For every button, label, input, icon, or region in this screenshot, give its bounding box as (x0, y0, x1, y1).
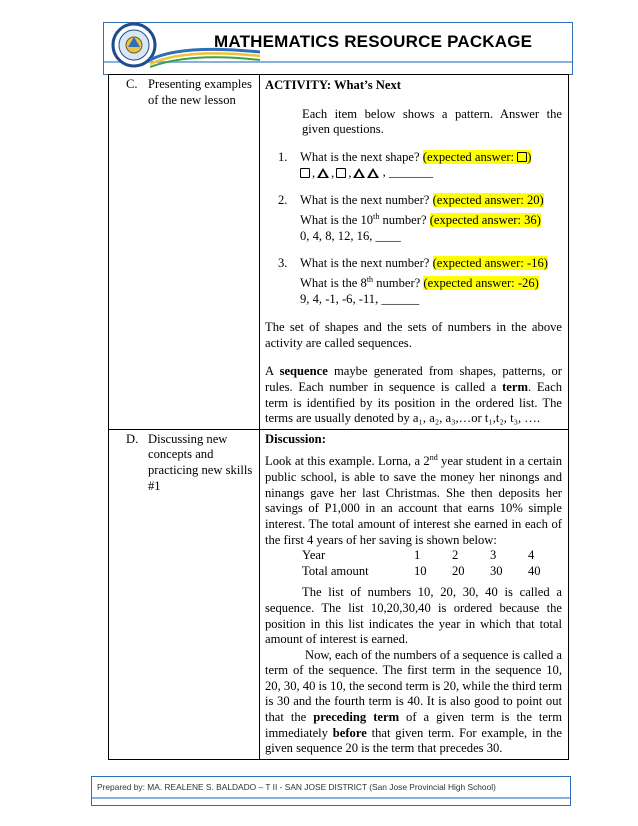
table-row-d (109, 429, 569, 759)
discussion-title: Discussion: (265, 431, 326, 446)
cell-amount-label: Total amount (302, 563, 369, 578)
activity-intro: Each item below shows a pattern. Answer the given questions. (302, 106, 562, 137)
section-c-content (260, 75, 569, 430)
question-3-answer1: (expected answer: -16) (432, 256, 548, 271)
cell-year-label: Year (302, 548, 326, 563)
page-title: MATHEMATICS RESOURCE PACKAGE (214, 32, 533, 51)
para2-keyword-sequence: sequence (279, 364, 328, 379)
interest-table (302, 548, 558, 579)
shape-pattern: , , , (300, 166, 379, 182)
question-1 (278, 150, 562, 182)
cell-amount-4: 40 (528, 563, 541, 578)
cell-amount-1: 10 (414, 563, 427, 578)
section-c-letter: C. (126, 77, 138, 91)
triangle-shape-icon (353, 168, 365, 178)
question-3 (278, 256, 562, 307)
question-3-number: 3. (278, 256, 288, 271)
footer-rule (92, 797, 570, 799)
question-1-text: What is the next shape? (300, 149, 420, 164)
lesson-table (108, 74, 569, 760)
triangle-shape-icon (367, 168, 379, 178)
question-2-number: 2. (278, 193, 288, 208)
question-2-sup: th (373, 211, 380, 221)
table-row-c (109, 75, 569, 430)
cell-amount-2: 20 (452, 563, 465, 578)
question-2-text2b: number? (379, 213, 427, 228)
question-1-answer-close: ) (527, 149, 532, 164)
discussion-paragraph-1 (265, 450, 562, 548)
question-3-text2b: number? (373, 276, 421, 291)
question-2-text1: What is the next number? (300, 193, 430, 208)
cell-year-2: 2 (452, 548, 459, 563)
square-shape-icon (300, 168, 310, 178)
activity-title: ACTIVITY: What’s Next (265, 78, 401, 92)
section-c-label: Presenting examples of the new lesson (148, 77, 252, 107)
interest-table-row-year (302, 548, 558, 564)
section-d-label: Discussing new concepts and practicing new skills #1 (148, 431, 253, 493)
interest-table-row-amount (302, 564, 558, 580)
question-1-blank: , _______ (382, 165, 433, 180)
square-shape-icon (517, 152, 527, 162)
footer-text: Prepared by: MA. REALENE S. BALDADO – T II - SAN JOSE DISTRICT (San Jose Provincial High School) (97, 782, 496, 792)
question-3-answer2: (expected answer: -26) (423, 276, 539, 291)
question-2-text2a: What is the 10 (300, 213, 374, 228)
question-3-sup: th (366, 274, 374, 284)
page-footer (91, 776, 571, 806)
section-d-letter: D. (126, 431, 139, 446)
para2-keyword-term: term (502, 380, 528, 394)
para2-a: A (265, 364, 280, 379)
question-1-number: 1. (278, 149, 288, 164)
cell-amount-3: 30 (490, 563, 503, 578)
section-c-label-cell (109, 75, 260, 430)
d-para3-c: of a given term is the term immediately (265, 710, 562, 740)
cell-year-4: 4 (528, 548, 535, 563)
discussion-paragraph-2: The list of numbers 10, 20, 30, 40 is called a sequence. The list 10,20,30,40 is ordered because the position in this list indicates the year in which that total amount of interest is earned. (265, 585, 562, 647)
cell-year-1: 1 (414, 548, 421, 563)
cell-year-3: 3 (490, 548, 497, 563)
keyword-preceding-term: preceding term (313, 710, 400, 725)
question-2-sequence: 0, 4, 8, 12, 16, ____ (300, 228, 401, 243)
section-d-content (260, 429, 569, 759)
discussion-paragraph-3 (265, 648, 562, 757)
question-1-answer-text: (expected answer: (422, 149, 515, 164)
d-para3-e: that given term. For example, in the given sequence 20 is the term that precedes 30. (265, 725, 562, 756)
question-2-answer1: (expected answer: 20) (432, 193, 544, 208)
question-3-text1: What is the next number? (300, 256, 430, 271)
question-3-sequence: 9, 4, -1, -6, -11, ______ (300, 291, 420, 306)
d-para1-b: year student in a certain public school, is able to save the money her ninongs and ninangs gave her last Christmas. She then deposits her savings of P1,000 in an account that earns 10% simple interest. The total amount of interest she earned in each of the first 4 years of her saving is shown below: (265, 454, 562, 547)
question-1-answer (423, 150, 532, 164)
triangle-shape-icon (317, 168, 329, 178)
d-para1-a: Look at this example. Lorna, a 2 (265, 454, 430, 469)
header-swoosh-graphic (150, 40, 260, 68)
question-2-answer2: (expected answer: 36) (429, 213, 541, 228)
question-2 (278, 193, 562, 244)
d-para1-sup: nd (429, 453, 438, 463)
square-shape-icon (336, 168, 346, 178)
sequence-definition-paragraph: The set of shapes and the sets of numbers in the above activity are called sequences. (265, 320, 562, 350)
para2-c: maybe generated from shapes, patterns, or rules. Each number in sequence is called a (265, 364, 562, 394)
section-d-label-cell (109, 429, 260, 759)
para2-e: . Each term is identified by its position in the ordered list. The terms are usually denoted by a₁, a₂, a₃,…or t₁,t₂, t₃, …. (265, 380, 562, 426)
keyword-before: before (332, 725, 367, 740)
d-para3-a: Now, each of the numbers of a sequence is called a term of the sequence. The first term in the sequence 10, 20, 30, 40 is 10, the second term is 20, while the third term is 30 and the fourth term is 40. It is also good to point out that the (265, 647, 562, 725)
term-definition-paragraph (265, 364, 562, 426)
question-3-text2a: What is the 8 (300, 276, 367, 291)
